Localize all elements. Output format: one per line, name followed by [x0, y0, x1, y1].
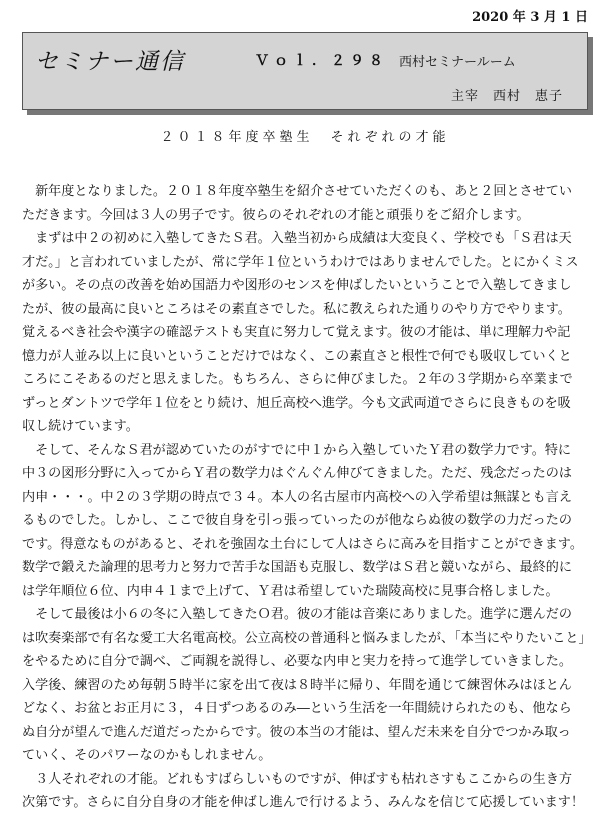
article-line: は吹奏楽部で有名な愛工大名電高校。公立高校の普通科と悩みましたが、「本当にやりたいこと」 [22, 630, 592, 646]
article-body [22, 180, 592, 815]
article-line: 中３の図形分野に入ってからＹ君の数学力はぐんぐん伸びてきました。ただ、残念だったのは [22, 466, 572, 481]
article-line: ぬ自分が望んで進んだ道だったからです。彼の本当の才能は、望んだ未来を自分でつかみ取っ [22, 724, 571, 740]
author-name: 主宰 西村 恵子 [451, 89, 564, 104]
article-line: 数学で鍛えた論理的思考力と努力で苦手な国語も克服し、数学はＳ君と競いながら、最終的に [22, 560, 572, 575]
article-line: ていく、そのパワーなのかもしれません。 [22, 748, 272, 763]
article-line: 新年度となりました。２０１８年度卒塾生を紹介させていただくのも、あと２回とさせてい [22, 184, 572, 199]
article-line: ３人それぞれの才能。どれもすばらしいものですが、伸ばすも枯れさすもここからの生き方 [22, 771, 572, 787]
newsletter-header [22, 32, 588, 110]
article-line: 入学後、練習のため毎朝５時半に家を出て夜は８時半に帰り、年間を通じて練習休みはほとん [22, 677, 572, 693]
article-line: まずは中２の初めに入塾してきたＳ君。入塾当初から成績は大変良く、学校でも「Ｓ君は天 [22, 231, 572, 246]
article-line: は学年順位６位、内申４１まで上げて、Ｙ君は希望していた瑞陵高校に見事合格しました。 [22, 583, 559, 599]
article-line: が多い。その点の改善を始め国語力や図形のセンスを伸ばしたいということで入塾してきまし [22, 278, 572, 293]
article-line: たが、彼の最高に良いところはその素直さでした。私に教えられた通りのやり方でやります。 [22, 301, 571, 317]
article-line: 覚えるべき社会や漢字の確認テストも実直に努力して覚えます。彼の才能は、単に理解力や記 [22, 325, 571, 340]
article-line: ずっとダントツで学年１位をとり続け、旭丘高校へ進学。今も文武両道でさらに良きものを吸 [22, 395, 571, 411]
volume-number: Ｖｏｌ．２９８ [255, 53, 388, 69]
article-line: どなく、お盆とお正月に３，４日ずつあるのみ―という生活を一年間続けられたのも、他なら [22, 701, 572, 716]
article-line: 憶力が人並み以上に良いということだけではなく、この素直さと根性で何でも吸収していくと [22, 348, 572, 364]
article-line: ただきます。今回は３人の男子です。彼らのそれぞれの才能と頑張りをご紹介します。 [22, 207, 530, 223]
article-line: をやるために自分で調べ、ご両親を説得し、必要な内申と実力を持って進学していきました。 [22, 654, 572, 669]
article-line: 内申・・・。中２の３学期の時点で３４。本人の名古屋市内高校への入学希望は無謀とも言え [22, 489, 572, 505]
article-line: 収し続けています。 [22, 419, 139, 434]
article-line: そして、そんなＳ君が認めていたのがすでに中１から入塾していたＹ君の数学力です。特に [22, 442, 572, 458]
article-line: です。得意なものがあると、それを強固な土台にして人はさらに高みを目指すことができます。 [22, 536, 583, 552]
article-line: 次第です。さらに自分自身の才能を伸ばし進んで行けるよう、みんなを信じて応援しています！ [22, 795, 584, 810]
newsletter-title: セミナー通信 [35, 49, 185, 75]
date-label: 2020 年 3 月 1 日 [472, 10, 588, 25]
article-line: 才だ。」と言われていましたが、常に学年１位というわけではありませんでした。とにかくミス [22, 254, 579, 270]
article-line: そして最後は小６の冬に入塾してきたＯ君。彼の才能は音楽にありました。進学に選んだの [22, 607, 572, 622]
article-line: ころにこそあるのだと思えました。もちろん、さらに伸びました。２年の３学期から卒業まで [22, 372, 573, 387]
organization-name: 西村セミナールーム [399, 55, 516, 70]
article-line: るものでした。しかし、ここで彼自身を引っ張っていったのが他ならぬ彼の数学の力だったの [22, 513, 572, 528]
article-title: ２０１８年度卒塾生 それぞれの才能 [160, 130, 450, 145]
